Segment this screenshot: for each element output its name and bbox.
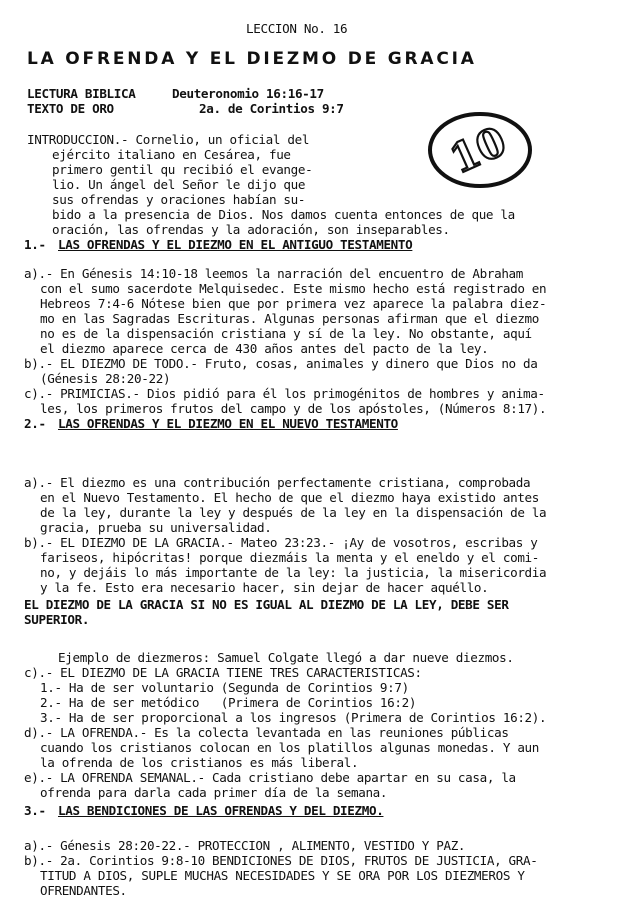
body-line: OFRENDANTES.: [40, 883, 127, 898]
intro-line: sus ofrendas y oraciones habían su-: [52, 192, 306, 207]
body-line: en el Nuevo Testamento. El hecho de que el diezmo haya existido antes: [40, 490, 540, 505]
section-heading: LAS BENDICIONES DE LAS OFRENDAS Y DEL DIEZMO.: [58, 803, 384, 818]
body-line: 3.- Ha de ser proporcional a los ingresos (Primera de Corintios 16:2).: [40, 710, 547, 725]
body-line: la ofrenda de los cristianos es más liberal.: [40, 755, 359, 770]
body-line: no, y dejáis lo más importante de la ley: la justicia, la misericordia: [40, 565, 547, 580]
body-line: ofrenda para darla cada primer día de la semana.: [40, 785, 388, 800]
intro-line: ejército italiano en Cesárea, fue: [52, 147, 291, 162]
body-line: c).- EL DIEZMO DE LA GRACIA TIENE TRES CARACTERISTICAS:: [24, 665, 422, 680]
body-line: de la ley, durante la ley y después de la ley en la dispensación de la: [40, 505, 547, 520]
section-heading: LAS OFRENDAS Y EL DIEZMO EN EL ANTIGUO TESTAMENTO: [58, 237, 413, 252]
body-line: Ejemplo de diezmeros: Samuel Colgate llegó a dar nueve diezmos.: [58, 650, 514, 665]
body-line: TITUD A DIOS, SUPLE MUCHAS NECESIDADES Y SE ORA POR LOS DIEZMEROS Y: [40, 868, 525, 883]
section-number: 3.-: [24, 803, 46, 818]
body-line: con el sumo sacerdote Melquisedec. Este mismo hecho está registrado en: [40, 281, 547, 296]
body-line: b).- EL DIEZMO DE TODO.- Fruto, cosas, animales y dinero que Dios no da: [24, 356, 538, 371]
body-line: c).- PRIMICIAS.- Dios pidió para él los primogénitos de hombres y anima-: [24, 386, 545, 401]
body-line: 1.- Ha de ser voluntario (Segunda de Corintios 9:7): [40, 680, 409, 695]
emphasis-line: SUPERIOR.: [24, 612, 90, 627]
intro-line: INTRODUCCION.- Cornelio, un oficial del: [27, 132, 310, 147]
body-line: a).- El diezmo es una contribución perfectamente cristiana, comprobada: [24, 475, 531, 490]
body-line: a).- Génesis 28:20-22.- PROTECCION , ALIMENTO, VESTIDO Y PAZ.: [24, 838, 466, 853]
body-line: b).- 2a. Corintios 9:8-10 BENDICIONES DE DIOS, FRUTOS DE JUSTICIA, GRA-: [24, 853, 538, 868]
body-line: fariseos, hipócritas! porque diezmáis la menta y el eneldo y el comi-: [40, 550, 540, 565]
intro-line: primero gentil qu recibió el evange-: [52, 162, 313, 177]
intro-line: lio. Un ángel del Señor le dijo que: [52, 177, 306, 192]
reading-reference: Deuteronomio 16:16-17: [172, 86, 324, 101]
section-number: 2.-: [24, 416, 46, 431]
body-line: Hebreos 7:4-6 Nótese bien que por primera vez aparece la palabra diez-: [40, 296, 547, 311]
intro-line: oración, las ofrendas y la adoración, son inseparables.: [52, 222, 450, 237]
body-line: d).- LA OFRENDA.- Es la colecta levantada en las reuniones públicas: [24, 725, 509, 740]
body-line: les, los primeros frutos del campo y de los apóstoles, (Números 8:17).: [40, 401, 547, 416]
body-line: el diezmo aparece cerca de 430 años antes del pacto de la ley.: [40, 341, 489, 356]
body-line: mo en las Sagradas Escrituras. Algunas personas afirman que el diezmo: [40, 311, 540, 326]
reading-label: LECTURA BIBLICA: [27, 86, 136, 101]
body-line: gracia, prueba su universalidad.: [40, 520, 272, 535]
body-line: (Génesis 28:20-22): [40, 371, 171, 386]
lesson-number: LECCION No. 16: [246, 21, 348, 36]
golden-text-label: TEXTO DE ORO: [27, 101, 114, 116]
body-line: a).- En Génesis 14:10-18 leemos la narración del encuentro de Abraham: [24, 266, 524, 281]
section-heading: LAS OFRENDAS Y EL DIEZMO EN EL NUEVO TESTAMENTO: [58, 416, 398, 431]
golden-text-reference: 2a. de Corintios 9:7: [199, 101, 344, 116]
badge-number: 10: [443, 117, 514, 184]
section-number: 1.-: [24, 237, 46, 252]
body-line: b).- EL DIEZMO DE LA GRACIA.- Mateo 23:23.- ¡Ay de vosotros, escribas y: [24, 535, 538, 550]
lesson-badge-icon: [422, 104, 544, 198]
body-line: 2.- Ha de ser metódico (Primera de Corintios 16:2): [40, 695, 417, 710]
emphasis-line: EL DIEZMO DE LA GRACIA SI NO ES IGUAL AL DIEZMO DE LA LEY, DEBE SER: [24, 597, 509, 612]
body-line: y la fe. Esto era necesario hacer, sin dejar de hacer aquéllo.: [40, 580, 489, 595]
body-line: cuando los cristianos colocan en los platillos algunas monedas. Y aun: [40, 740, 540, 755]
page-title: LA OFRENDA Y EL DIEZMO DE GRACIA: [27, 49, 477, 69]
body-line: e).- LA OFRENDA SEMANAL.- Cada cristiano debe apartar en su casa, la: [24, 770, 516, 785]
body-line: no es de la dispensación cristiana y sí de la ley. No obstante, aquí: [40, 326, 532, 341]
intro-line: bido a la presencia de Dios. Nos damos cuenta entonces de que la: [52, 207, 515, 222]
